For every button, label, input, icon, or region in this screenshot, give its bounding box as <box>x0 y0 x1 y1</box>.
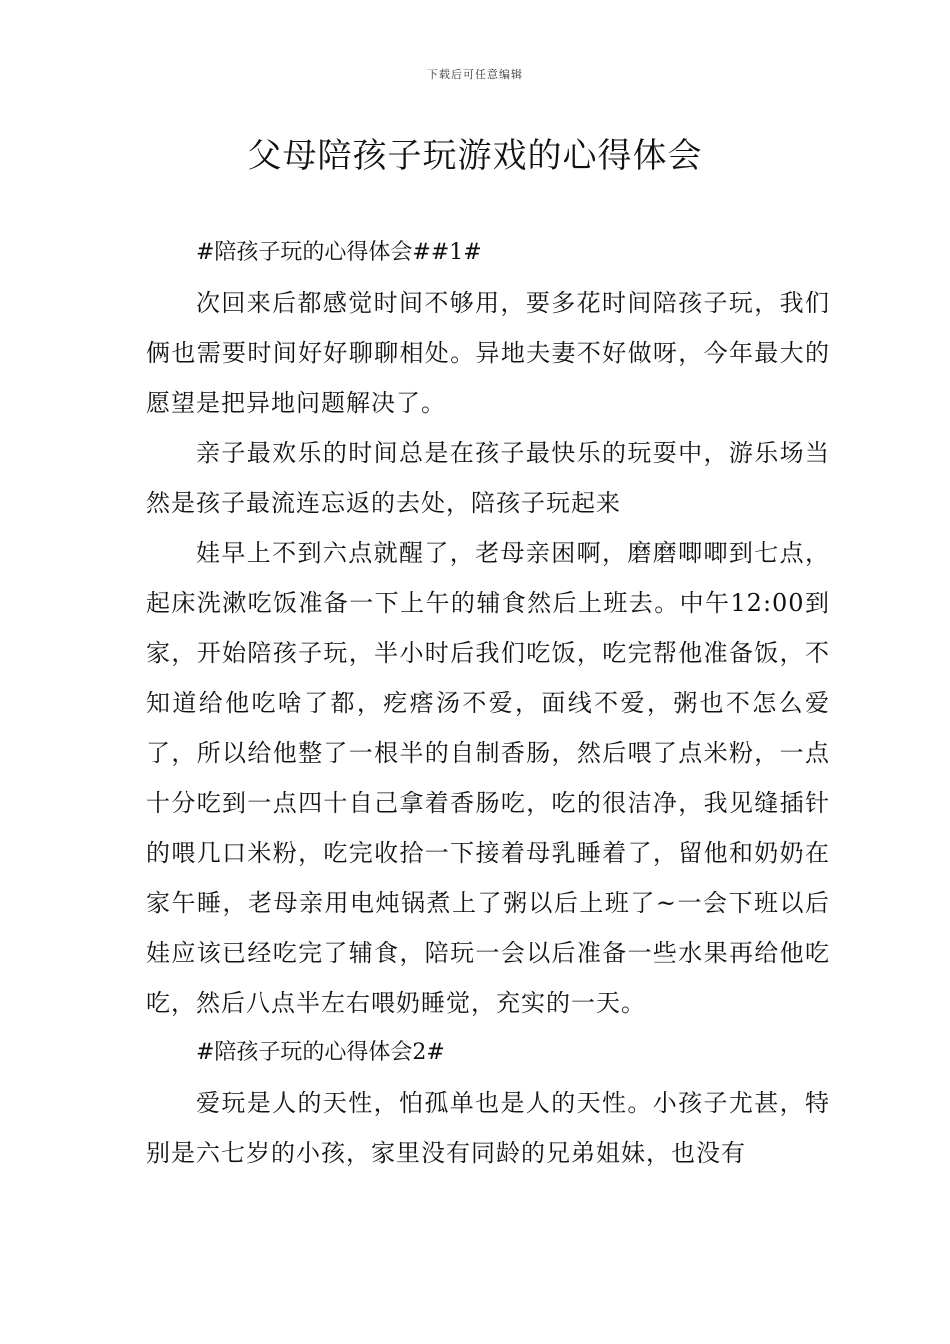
paragraph: 次回来后都感觉时间不够用，要多花时间陪孩子玩，我们俩也需要时间好好聊聊相处。异地夫妻不好做呀，今年最大的愿望是把异地问题解决了。 <box>146 289 830 417</box>
paragraph: 爱玩是人的天性，怕孤单也是人的天性。小孩子尤甚，特别是六七岁的小孩，家里没有同龄的兄弟姐妹，也没有 <box>146 1089 830 1167</box>
document-body <box>146 228 830 1178</box>
paragraph: 娃早上不到六点就醒了，老母亲困啊，磨磨唧唧到七点，起床洗漱吃饭准备一下上午的辅食然后上班去。中午12:00到家，开始陪孩子玩，半小时后我们吃饭，吃完帮他准备饭，不知道给他吃啥了都，疙瘩汤不爱，面线不爱，粥也不怎么爱了，所以给他整了一根半的自制香肠，然后喂了点米粉，一点十分吃到一点四十自己拿着香肠吃，吃的很洁净，我见缝插针的喂几口米粉，吃完收拾一下接着母乳睡着了，留他和奶奶在家午睡，老母亲用电炖锅煮上了粥以后上班了~一会下班以后娃应该已经吃完了辅食，陪玩一会以后准备一些水果再给他吃吃，然后八点半左右喂奶睡觉，充实的一天。 <box>146 539 830 1017</box>
paragraph: 亲子最欢乐的时间总是在孩子最快乐的玩耍中，游乐场当然是孩子最流连忘返的去处，陪孩子玩起来 <box>146 439 830 517</box>
section-heading: #陪孩子玩的心得体会##1# <box>196 240 482 265</box>
section-heading: #陪孩子玩的心得体会2# <box>196 1040 445 1065</box>
document-title: 父母陪孩子玩游戏的心得体会 <box>247 136 703 176</box>
header-note: 下载后可任意编辑 <box>427 68 523 81</box>
